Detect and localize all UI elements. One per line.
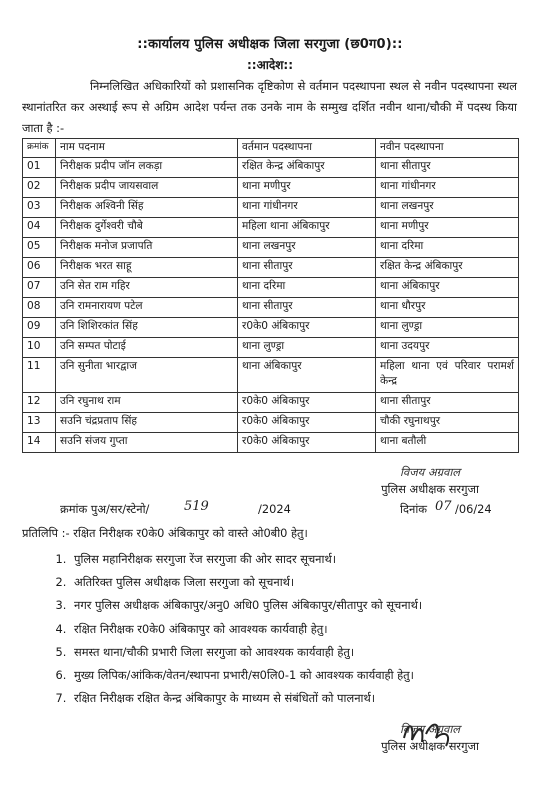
list-item: 4. रक्षित निरीक्षक र0के0 अंबिकापुर को आवश्यक कार्यवाही हेतु।: [70, 618, 520, 641]
new-posting-cell: चौकी रघुनाथपुर: [376, 413, 519, 433]
current-posting-cell: थाना लखनपुर: [238, 238, 376, 258]
name-cell: सउनि चंद्रप्रताप सिंह: [56, 413, 238, 433]
table-row: [23, 433, 519, 453]
list-item: 3. नगर पुलिस अधीक्षक अंबिकापुर/अनु0 अधि0 पुलिस अंबिकापुर/सीतापुर को सूचनार्थ।: [70, 594, 520, 617]
current-posting-cell: थाना सीतापुर: [238, 258, 376, 278]
list-item: 1. पुलिस महानिरीक्षक सरगुजा रेंज सरगुजा की ओर सादर सूचनार्थ।: [70, 548, 520, 571]
serial-cell: 05: [23, 238, 56, 258]
name-cell: उनि रघुनाथ राम: [56, 393, 238, 413]
serial-cell: 07: [23, 278, 56, 298]
copy-to-intro: प्रतिलिपि :- रक्षित निरीक्षक र0के0 अंबिकापुर को वास्ते ओ0बी0 हेतु।: [22, 526, 308, 540]
new-posting-cell: थाना सीतापुर: [376, 393, 519, 413]
current-posting-cell: महिला थाना अंबिकापुर: [238, 218, 376, 238]
name-cell: सउनि संजय गुप्ता: [56, 433, 238, 453]
signatory-title: पुलिस अधीक्षक सरगुजा: [381, 482, 479, 496]
copy-to-list: [52, 548, 520, 710]
list-item: 7. रक्षित निरीक्षक रक्षित केन्द्र अंबिकापुर के माध्यम से संबंधितों को पालनार्थ।: [70, 687, 520, 710]
table-row: [23, 338, 519, 358]
current-posting-cell: रक्षित केन्द्र अंबिकापुर: [238, 158, 376, 178]
signatory-title: पुलिस अधीक्षक सरगुजा: [381, 739, 479, 753]
serial-cell: 09: [23, 318, 56, 338]
serial-cell: 08: [23, 298, 56, 318]
name-cell: निरीक्षक दुर्गेश्वरी चौबे: [56, 218, 238, 238]
new-posting-cell: थाना उदयपुर: [376, 338, 519, 358]
order-label: ::आदेश::: [247, 58, 293, 72]
serial-cell: 01: [23, 158, 56, 178]
memo-line: [22, 499, 518, 520]
new-posting-cell: थाना दरिमा: [376, 238, 519, 258]
table-row: [23, 178, 519, 198]
serial-cell: 14: [23, 433, 56, 453]
name-cell: निरीक्षक मनोज प्रजापति: [56, 238, 238, 258]
serial-cell: 12: [23, 393, 56, 413]
column-header-current-posting: वर्तमान पदस्थापना: [238, 139, 376, 158]
new-posting-cell: रक्षित केन्द्र अंबिकापुर: [376, 258, 519, 278]
new-posting-cell: थाना सीतापुर: [376, 158, 519, 178]
memo-number: 519: [184, 499, 209, 514]
new-posting-cell: थाना लखनपुर: [376, 198, 519, 218]
column-header-name: नाम पदनाम: [56, 139, 238, 158]
name-cell: निरीक्षक भरत साहू: [56, 258, 238, 278]
list-item: 5. समस्त थाना/चौकी प्रभारी जिला सरगुजा को आवश्यक कार्यवाही हेतु।: [70, 641, 520, 664]
table-row: [23, 278, 519, 298]
current-posting-cell: र0के0 अंबिकापुर: [238, 433, 376, 453]
serial-cell: 03: [23, 198, 56, 218]
new-posting-cell: थाना बतौली: [376, 433, 519, 453]
column-header-serial: क्रमांक: [23, 139, 56, 158]
transfer-table: [22, 138, 519, 453]
intro-paragraph: निम्नलिखित अधिकारियों को प्रशासनिक दृष्टिकोण से वर्तमान पदस्थापना स्थल से नवीन पदस्थापना स्थल स्थानांतरित कर अस्थाई रूप से अग्रिम आदेश पर्यन्त तक उनके नाम के सम्मुख दर्शित नवीन थाना/चौकी में पदस्थ किया जाता है :-: [22, 79, 517, 135]
new-posting-cell: महिला थाना एवं परिवार परामर्श केन्द्र: [376, 358, 519, 393]
current-posting-cell: थाना सीतापुर: [238, 298, 376, 318]
new-posting-cell: थाना अंबिकापुर: [376, 278, 519, 298]
signatory-name: विजय अग्रवाल: [399, 465, 461, 479]
office-title: ::कार्यालय पुलिस अधीक्षक जिला सरगुजा (छ0ग0)::: [137, 37, 403, 52]
name-cell: उनि सम्पत पोटाई: [56, 338, 238, 358]
memo-date-label: दिनांक: [400, 502, 428, 516]
table-row: [23, 258, 519, 278]
current-posting-cell: र0के0 अंबिकापुर: [238, 413, 376, 433]
name-cell: उनि सेत राम गहिर: [56, 278, 238, 298]
table-row: [23, 358, 519, 393]
serial-cell: 04: [23, 218, 56, 238]
serial-cell: 11: [23, 358, 56, 393]
signature-block-1: [340, 464, 520, 498]
table-row: [23, 413, 519, 433]
signature-block-2: [340, 721, 520, 755]
list-item: 6. मुख्य लिपिक/आंकिक/वेतन/स्थापना प्रभारी/स0लि0-1 को आवश्यक कार्यवाही हेतु।: [70, 664, 520, 687]
name-cell: निरीक्षक प्रदीप जायसवाल: [56, 178, 238, 198]
table-header-row: [23, 139, 519, 158]
table-row: [23, 318, 519, 338]
table-row: [23, 238, 519, 258]
table-row: [23, 298, 519, 318]
table-row: [23, 158, 519, 178]
serial-cell: 10: [23, 338, 56, 358]
current-posting-cell: थाना दरिमा: [238, 278, 376, 298]
memo-date-rest: /06/24: [455, 502, 492, 516]
current-posting-cell: थाना मणीपुर: [238, 178, 376, 198]
new-posting-cell: थाना धौरपुर: [376, 298, 519, 318]
table-row: [23, 393, 519, 413]
current-posting-cell: थाना गांधीनगर: [238, 198, 376, 218]
name-cell: उनि सुनीता भारद्वाज: [56, 358, 238, 393]
new-posting-cell: थाना लुण्ड्रा: [376, 318, 519, 338]
memo-number-label: क्रमांक पुअ/सर/स्टेनो/: [60, 502, 150, 516]
memo-date-day: 07: [435, 499, 452, 514]
table-row: [23, 198, 519, 218]
column-header-new-posting: नवीन पदस्थापना: [376, 139, 519, 158]
new-posting-cell: थाना गांधीनगर: [376, 178, 519, 198]
name-cell: उनि रामनारायण पटेल: [56, 298, 238, 318]
current-posting-cell: थाना लुण्ड्रा: [238, 338, 376, 358]
current-posting-cell: र0के0 अंबिकापुर: [238, 393, 376, 413]
list-item: 2. अतिरिक्त पुलिस अधीक्षक जिला सरगुजा को सूचनार्थ।: [70, 571, 520, 594]
table-row: [23, 218, 519, 238]
serial-cell: 02: [23, 178, 56, 198]
serial-cell: 13: [23, 413, 56, 433]
name-cell: निरीक्षक प्रदीप जॉन लकड़ा: [56, 158, 238, 178]
signatory-name: विजय अग्रवाल: [399, 722, 461, 736]
current-posting-cell: थाना अंबिकापुर: [238, 358, 376, 393]
new-posting-cell: थाना मणीपुर: [376, 218, 519, 238]
name-cell: निरीक्षक अश्विनी सिंह: [56, 198, 238, 218]
name-cell: उनि शिशिरकांत सिंह: [56, 318, 238, 338]
current-posting-cell: र0के0 अंबिकापुर: [238, 318, 376, 338]
serial-cell: 06: [23, 258, 56, 278]
memo-year: /2024: [258, 502, 291, 516]
